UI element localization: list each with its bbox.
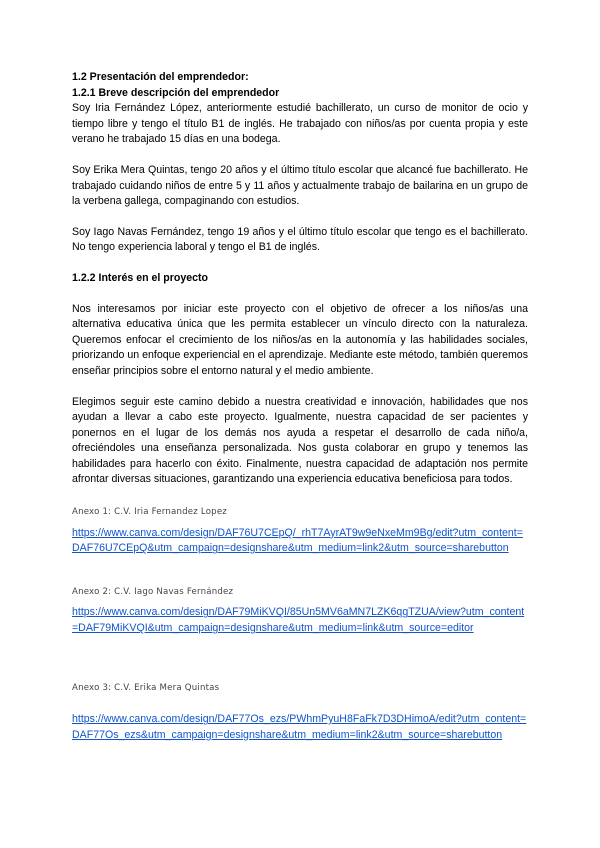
- annex-caption: Anexo 2: C.V. Iago Navas Fernández: [72, 586, 234, 597]
- subsection-title-interest: 1.2.2 Interés en el proyecto: [72, 271, 209, 284]
- paragraph-iago: Soy Iago Navas Fernández, tengo 19 años y el último título escolar que tengo es el bachillerato. No tengo experiencia laboral y tengo el B1 de inglés.: [72, 225, 528, 254]
- paragraph-iria: Soy Iria Fernández López, anteriormente estudié bachillerato, un curso de monitor de ocio y tiempo libre y tengo el título B1 de inglés. He trabajado con niños/as por cuenta propia y este verano he trabajado 15 días en una bodega.: [72, 102, 528, 146]
- annex-link[interactable]: https://www.canva.com/design/DAF79MiKVQI/85Un5MV6aMN7LZK6qgTZUA/view?utm_content=DAF79MiKVQI&utm_campaign=designshare&utm_medium=link&utm_source=editor: [72, 606, 525, 635]
- section-title: 1.2 Presentación del emprendedor:: [72, 71, 249, 83]
- annex-link[interactable]: https://www.canva.com/design/DAF77Os_ezs/PWhmPyuH8FaFk7D3DHimoA/edit?utm_content=DAF77Os_ezs&utm_campaign=designshare&utm_medium=link2&utm_source=sharebutton: [72, 713, 527, 741]
- paragraph-interest-2: Elegimos seguir este camino debido a nuestra creatividad e innovación, habilidades que nos ayudan a llevar a cabo este proyecto. Igualmente, nuestra capacidad de ser pacientes y ponernos en el lugar de los demás nos ayuda a respetar el desarrollo de cada niño/a, ofreciéndoles una enseñanza personalizada. Nos gusta colaborar en grupo y tenemos las habilidades para hacerlo con éxito. Finalmente, nuestra capacidad de adaptación nos permite afrontar diversas situaciones, garantizando una experiencia educativa beneficiosa para todos.: [72, 395, 528, 486]
- paragraph-erika: Soy Erika Mera Quintas, tengo 20 años y el último título escolar que alcancé fue bachillerato. He trabajado cuidando niños de entre 5 y 11 años y actualmente trabajo de bailarina en un grupo de la verbena gallega, compaginando con estudios.: [72, 163, 528, 208]
- page-content: [72, 70, 528, 743]
- annex-caption: Anexo 3: C.V. Erika Mera Quintas: [72, 682, 220, 693]
- annex-link[interactable]: https://www.canva.com/design/DAF76U7CEpQ/_rhT7AyrAT9w9eNxeMm9Bg/edit?utm_content=DAF76U7CEpQ&utm_campaign=designshare&utm_medium=link2&utm_source=sharebutton: [72, 526, 523, 555]
- annex-3: [72, 681, 528, 744]
- subsection-title-description: 1.2.1 Breve descripción del emprendedor: [72, 86, 280, 99]
- annex-1: [72, 505, 528, 557]
- paragraph-interest-1: Nos interesamos por iniciar este proyecto con el objetivo de ofrecer a los niños/as una alternativa educativa única que les permita establecer un vínculo directo con la naturaleza. Queremos enfocar el crecimiento de los niños/as en la autonomía y las habilidades sociales, priorizando un enfoque experiencial en el aprendizaje. Mediante este método, también queremos enseñar principios sobre el entorno natural y el medio ambiente.: [72, 302, 528, 377]
- annex-2: [72, 585, 528, 637]
- annex-caption: Anexo 1: C.V. Iria Fernandez Lopez: [72, 507, 228, 518]
